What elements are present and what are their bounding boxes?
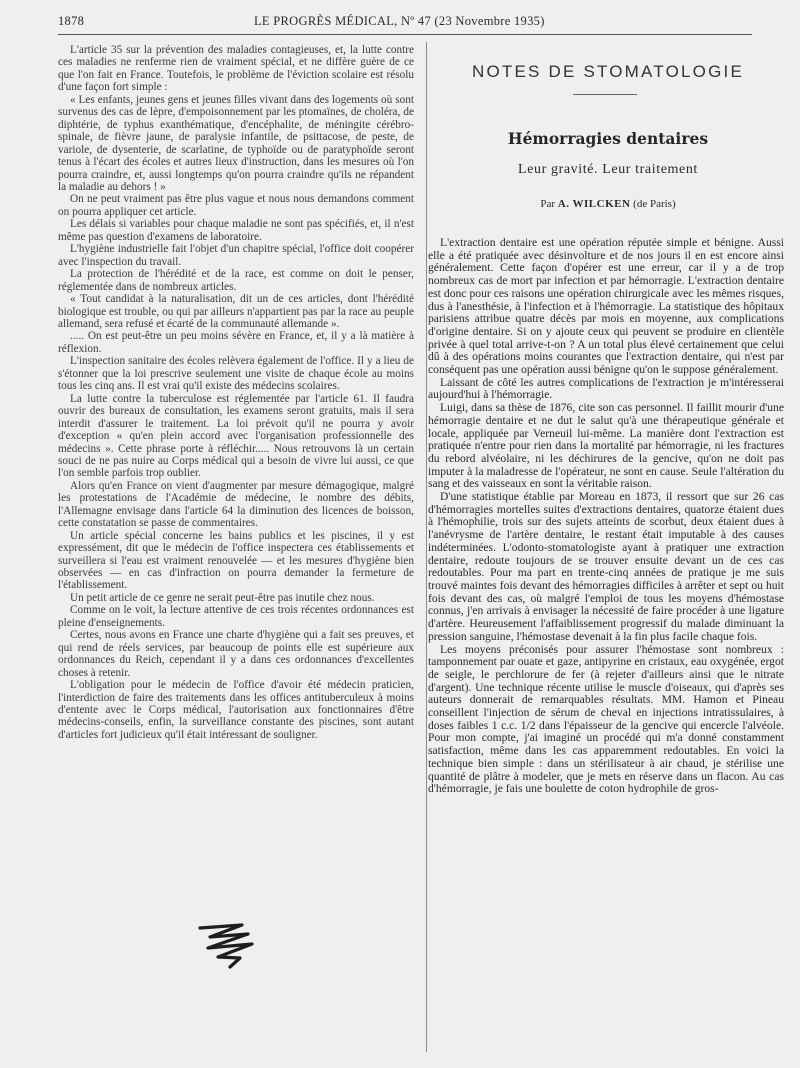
paragraph: Un article spécial concerne les bains publics et les piscines, il y est expressément, dit que le médecin de l'office inspectera ces établissements et surveillera si l'eau est vraiment renouvelée — et les mesures d'hygiène bien observées — en cas d'infraction on pourra demander la fermeture de l'établissement.	[58, 529, 414, 592]
section-title: NOTES DE STOMATOLOGIE	[472, 62, 744, 81]
paragraph: L'inspection sanitaire des écoles relèvera également de l'office. Il y a lieu de s'étonner que la loi prescrive seulement une visite de chaque école au moins tous les cinq ans. Il est vrai qu'il existe des médecins scolaires.	[58, 355, 414, 393]
paragraph: Un petit article de ce genre ne serait peut-être pas inutile chez nous.	[70, 591, 375, 604]
article-body	[428, 237, 784, 796]
paragraph: Laissant de côté les autres complications de l'extraction je m'intéresserai aujourd'hui à l'hémorragie.	[428, 375, 784, 402]
paragraph: Les moyens préconisés pour assurer l'hémostase sont nombreux : tamponnement par ouate et gaze, antipyrine en cristaux, eau oxygénée, ergot de seigle, le perchlorure de fer (à rejeter d'ailleurs ainsi que le nitrate d'argent). Une technique récente utilise le muscle d'oiseaux, qui d'après ses auteurs donnerait de remarquables résultats. MM. Hamon et Pineau conseillent l'injection de sérum de cheval en injections intratissulaires, à doses faibles 1 c.c. 1/2 dans l'épaisseur de la gencive qui encercle l'alvéole. Pour mon compte, j'ai imaginé un procédé qui m'a donné constamment satisfaction, même dans les cas apparemment redoutables. En voici la technique bien simple : dans un stérilisateur à air chaud, je stérilise une quantité de plâtre à modeler, que je mets en réserve dans un flacon. Au cas d'hémorragie, je fais une boulette de coton hydrophile de gros-	[428, 642, 784, 796]
paragraph: ..... On est peut-être un peu moins sévère en France, et, il y a là matière à réflexion.	[58, 330, 414, 355]
paragraph: On ne peut vraiment pas être plus vague et nous nous demandons comment on pourra appliquer cet article.	[58, 193, 414, 218]
paragraph: Certes, nous avons en France une charte d'hygiène qui a fait ses preuves, et qui rend de réels services, par beaucoup de points elle est supérieure aux ordonnances du Reich, cependant il y a dans ces ordonnances d'excellentes choses à retenir.	[58, 629, 414, 679]
journal-title: LE PROGRÈS MÉDICAL, Nº 47 (23 Novembre 1935)	[254, 14, 545, 28]
article-subtitle: Leur gravité. Leur traitement	[518, 162, 698, 177]
paragraph: L'hygiène industrielle fait l'objet d'un chapitre spécial, l'office doit coopérer avec l'inspection du travail.	[58, 243, 414, 268]
right-column	[426, 52, 784, 796]
article-title: Hémorragies dentaires	[507, 129, 709, 148]
left-column	[58, 44, 414, 741]
paragraph: Les délais si variables pour chaque maladie ne sont pas spécifiés, et, il n'est même pas question d'examens de laboratoire.	[58, 218, 414, 243]
page-number: 1878	[58, 14, 85, 28]
paragraph: La lutte contre la tuberculose est réglementée par l'article 61. Il faudra ouvrir des bureaux de consultation, les examens seront gratuits, mais il sera interdit d'assurer le traitement. La loi prévoit qu'il ne pourra y avoir d'exception « qu'en plein accord avec l'organisation professionnelle des médecins ». Cette phrase porte à réfléchir..... Nous retrouvons là un certain souci de ne pas nuire au Corps médical qui a besoin de vivre lui aussi, ce que l'on semble parfois trop oublier.	[58, 392, 414, 480]
paragraph: Luigi, dans sa thèse de 1876, cite son cas personnel. Il faillit mourir d'une hémorragie dentaire et ne dut le salut qu'à une thérapeutique générale et locale, appliquée par Verneuil lui-même. La manière dont l'extraction est pratiquée n'entre pour rien dans la mortalité par hémorragie, ni les fractures du rebord alvéolaire, ni les déchirures de la gencive, qu'on ne doit pas imputer à la maladresse de l'opérateur, ne sont en cause. Seule l'altération du sang et des vaisseaux en sont la véritable raison.	[428, 401, 784, 491]
author-name: A. WILCKEN	[557, 198, 631, 210]
paragraph: L'obligation pour le médecin de l'office d'avoir été médecin praticien, l'interdiction de faire des traitements dans les offices antituberculeux à moins d'entente avec le Corps médical, l'autorisation aux fonctionnaires d'être médecins-conseils, enfin, la surveillance constante des piscines, sont autant d'articles fort judicieux qu'il était intéressant de souligner.	[58, 679, 414, 741]
paragraph: La protection de l'hérédité et de la race, est comme on doit le penser, réglementée dans de nombreux articles.	[58, 268, 414, 293]
paragraph: Comme on le voit, la lecture attentive de ces trois récentes ordonnances est pleine d'enseignements.	[58, 604, 414, 629]
paragraph: L'extraction dentaire est une opération réputée simple et bénigne. Aussi elle a été pratiquée avec désinvolture et de nos jours il en est encore ainsi généralement. Cette façon d'opérer est une erreur, car il y a de trop nombreux cas de mort par infection et par hémorragie. L'extraction dentaire est donc pour ces raisons une opération chirurgicale avec les mêmes risques, dus à l'anesthésie, à l'infection et à l'hémorragie. La statistique des hôpitaux parisiens attribue quatre décès par mois en moyenne, aux complications d'origine dentaire. Si on y ajoute ceux qui peuvent se produire en clientèle privée à quel total arrive-t-on ? A un total plus élevé certainement que celui dû à des opérations moins courantes que l'extraction dentaire, qui n'est par conséquent pas une opération aussi bénigne qu'on le suppose généralement.	[428, 236, 784, 377]
paragraph: « Les enfants, jeunes gens et jeunes filles vivant dans des logements où sont survenus des cas de lèpre, d'empoisonnement par les ptomaïnes, de choléra, de diphtérie, de typhus exanthématique, d'encéphalite, de méningite cérébro-spinale, de fièvre jaune, de paralysie infantile, de psittacose, de peste, de variole, de dysenterie, de scarlatine, de typhoïde ou de paratyphoïde seront tenus à l'écart des écoles et autres lieux d'instruction, dans les mesures où l'on pourra craindre, et, aussi longtemps qu'on pourra craindre qu'ils ne répandent la maladie au dehors ! »	[58, 93, 414, 193]
paragraph: L'article 35 sur la prévention des maladies contagieuses, et, la lutte contre ces maladies ne renferme rien de vraiment spécial, et ne diffère guère de ce que l'on fait en France. Toutefois, le problème de l'éviction scolaire est résolu d'une façon fort simple :	[58, 44, 414, 94]
author-location: (de Paris)	[633, 198, 676, 210]
paragraph: D'une statistique établie par Moreau en 1873, il ressort que sur 26 cas d'hémorragies mortelles suites d'extractions dentaires, quatorze étaient dues à l'hémophilie, trois sur des sujets atteints de scorbut, deux étaient dues à l'anévrysme de l'artère dentaire, le restant était imputable à des causes indéterminées. L'odonto-stomatologiste ayant à pratiquer une extraction dentaire, redoute toujours de se trouver ensuite devant un de ces cas redoutables. Pour ma part en trente-cinq années de pratique je me suis trouvé maintes fois devant des hémorragies difficiles à arrêter et sept ou huit fois devant des cas, où malgré l'emploi de tous les moyens d'hémostase connus, j'en arrivais à envisager la nécessité de faire procéder à une ligature d'artère. Heureusement l'affaiblissement progressif du malade diminuant la pression sanguine, l'hémostase devenait à la fin plus facile chaque fois.	[428, 490, 784, 643]
byline	[426, 198, 784, 210]
running-header	[58, 14, 752, 34]
byline-prefix: Par	[540, 198, 556, 210]
paragraph: « Tout candidat à la naturalisation, dit un de ces articles, dont l'hérédité biologique est trouble, ou qui par ailleurs n'appartient pas par la race au peuple allemand, sera refusé et écarté de la communauté allemande ».	[58, 293, 414, 330]
end-ornament-icon	[196, 920, 260, 970]
paragraph: Alors qu'en France on vient d'augmenter par mesure démagogique, malgré les protestations de l'Académie de médecine, le nombre des débits, l'Allemagne envisage dans l'article 64 la diminution des licences de boisson, cette constatation se passe de commentaires.	[58, 479, 414, 530]
header-rule	[58, 34, 752, 35]
title-rule	[573, 94, 637, 95]
